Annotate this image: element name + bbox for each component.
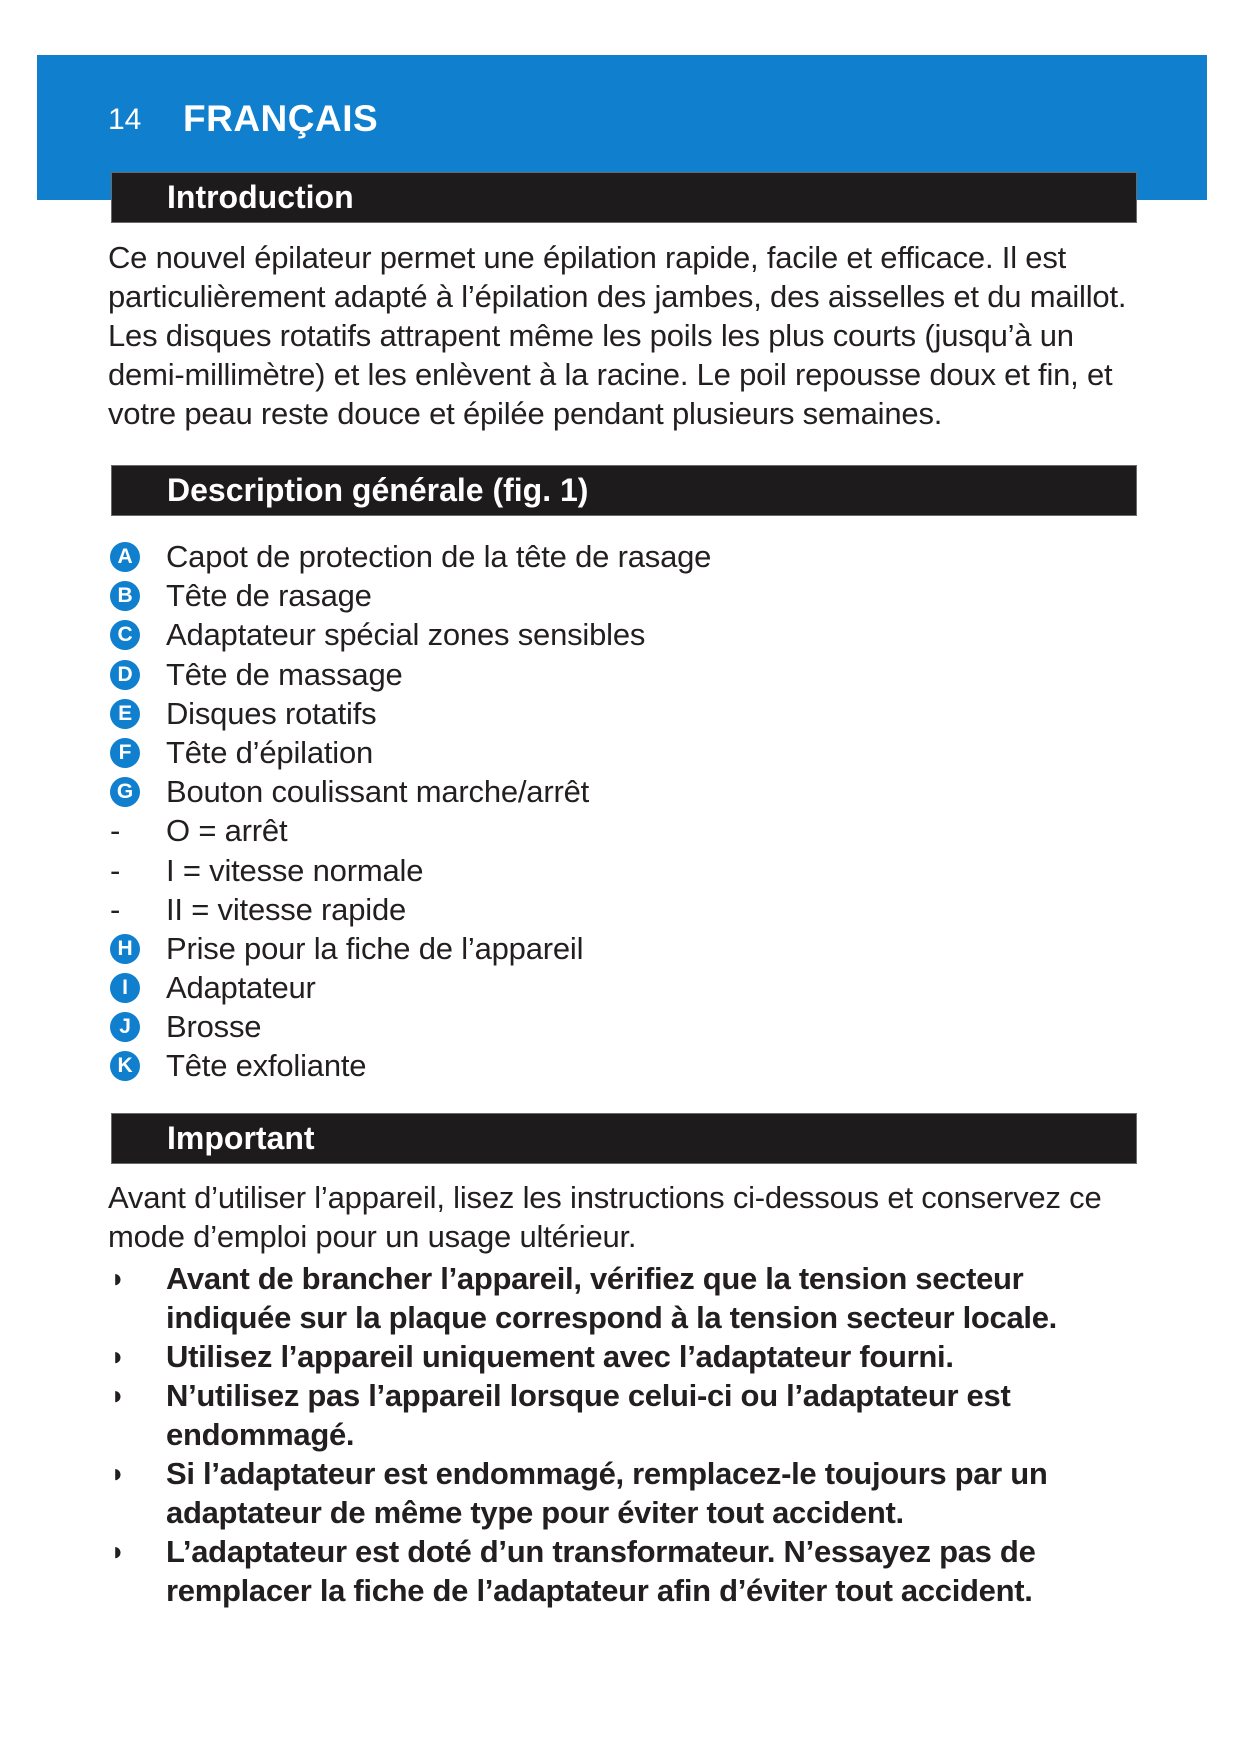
introduction-text: Ce nouvel épilateur permet une épilation rapide, facile et efficace. Il est particulièrement adapté à l’épilation des jambes, des aisselles et du maillot. Les disques rotatifs attrapent même les poils les plus courts (jusqu’à un demi-millimètre) et les enlèvent à la racine. Le poil repousse doux et fin, et votre peau reste douce et épilée pendant plusieurs semaines. (108, 240, 1127, 431)
list-item-label: Capot de protection de la tête de rasage (166, 539, 712, 574)
language-title: FRANÇAIS (183, 98, 379, 139)
list-item-label: Adaptateur spécial zones sensibles (166, 617, 646, 653)
dash-marker: - (110, 852, 121, 888)
letter-badge-icon: A (110, 542, 140, 572)
bullet-icon: ◗ (110, 1263, 126, 1293)
bullet-icon: ◗ (110, 1341, 126, 1371)
bullet-icon: ◗ (110, 1380, 126, 1410)
list-item-label: Tête de rasage (166, 578, 372, 614)
bullet-icon: ◗ (110, 1458, 126, 1488)
section-header-introduction (112, 173, 1136, 222)
bullet-item (108, 1454, 1148, 1532)
section-title: Introduction (167, 179, 354, 215)
list-item-label: Bouton coulissant marche/arrêt (166, 774, 590, 810)
bullet-item (108, 1376, 1148, 1454)
dash-marker: - (110, 813, 121, 849)
list-item-label: Tête exfoliante (166, 1048, 367, 1084)
letter-badge-icon: F (110, 738, 140, 768)
section-header-description (112, 466, 1136, 515)
list-item (108, 1046, 711, 1085)
list-item (108, 968, 711, 1007)
important-bullet-list (108, 1259, 1148, 1610)
list-item-label: Adaptateur (166, 970, 316, 1006)
letter-badge-icon: H (110, 934, 140, 964)
letter-badge-icon: B (110, 581, 140, 611)
bullet-icon: ◗ (110, 1536, 126, 1566)
bullet-text: L’adaptateur est doté d’un transformateur. N’essayez pas de remplacer la fiche de l’adaptateur afin d’éviter tout accident. (166, 1534, 1036, 1608)
list-item (108, 694, 711, 733)
list-item-label: Prise pour la fiche de l’appareil (166, 930, 584, 966)
list-item-label: Tête d’épilation (166, 734, 374, 770)
list-item-label: O = arrêt (166, 813, 288, 849)
list-item (108, 851, 711, 890)
list-item-label: Brosse (166, 1009, 262, 1045)
letter-badge-icon: D (110, 660, 140, 690)
list-item (108, 1007, 711, 1046)
list-item-label: Disques rotatifs (166, 695, 377, 731)
bullet-text: Si l’adaptateur est endommagé, remplacez-le toujours par un adaptateur de même type pour éviter tout accident. (166, 1456, 1048, 1530)
list-item-label: II = vitesse rapide (166, 891, 407, 927)
list-item (108, 929, 711, 968)
letter-badge-icon: J (110, 1012, 140, 1042)
list-item-label: Tête de massage (166, 656, 403, 692)
dash-marker: - (110, 891, 121, 927)
bullet-item (108, 1532, 1148, 1610)
section-title: Important (167, 1120, 315, 1156)
section-header-important (112, 1114, 1136, 1163)
letter-badge-icon: K (110, 1051, 140, 1081)
letter-badge-icon: I (110, 973, 140, 1003)
bullet-text: N’utilisez pas l’appareil lorsque celui-ci ou l’adaptateur est endommagé. (166, 1378, 1011, 1452)
list-item (108, 733, 711, 772)
list-item (108, 615, 711, 654)
list-item (108, 890, 711, 929)
bullet-text: Avant de brancher l’appareil, vérifiez que la tension secteur indiquée sur la plaque correspond à la tension secteur locale. (166, 1261, 1057, 1335)
important-intro: Avant d’utiliser l’appareil, lisez les instructions ci-dessous et conservez ce mode d’emploi pour un usage ultérieur. (108, 1180, 1102, 1254)
bullet-text: Utilisez l’appareil uniquement avec l’adaptateur fourni. (166, 1339, 954, 1374)
page-number: 14 (108, 103, 142, 136)
list-item (108, 576, 711, 615)
list-item (108, 537, 711, 576)
list-item-label: I = vitesse normale (166, 852, 424, 888)
letter-badge-icon: E (110, 699, 140, 729)
section-title: Description générale (fig. 1) (167, 472, 589, 508)
list-item (108, 655, 711, 694)
bullet-item (108, 1259, 1148, 1337)
bullet-item (108, 1337, 1148, 1376)
list-item (108, 772, 711, 811)
description-list (108, 537, 711, 1086)
list-item (108, 811, 711, 850)
letter-badge-icon: G (110, 777, 140, 807)
letter-badge-icon: C (110, 620, 140, 650)
